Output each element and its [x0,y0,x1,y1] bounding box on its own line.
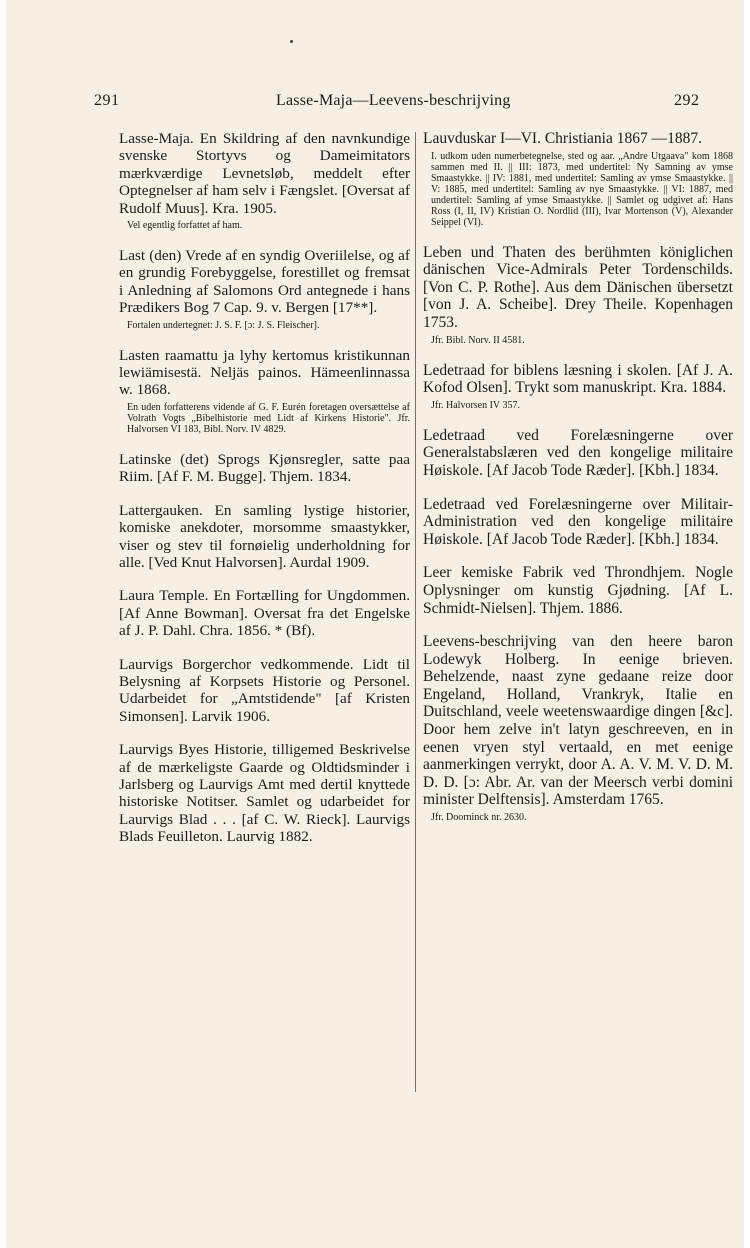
entry-note: Jfr. Halvorsen IV 357. [431,399,520,411]
entry-text: Lasse-Maja. En Skildring af den navnkundige svenske Stortyvs og Dameimitators mærkværdige Levnetsløb, meddelt efter Optegnelser af ham selv i Fængslet. [Oversat af Rudolf Muus]. Kra. 1905. [119,130,410,217]
entry-last-vrede [119,247,410,331]
entry-leer-kemiske [423,564,733,617]
entry-text: Laura Temple. En Fortælling for Ungdommen. [Af Anne Bowman]. Oversat fra det Engelske af J. P. Dahl. Chra. 1856. * (Bf). [119,587,410,640]
entry-text: Lattergauken. En samling lystige historier, komiske anekdoter, morsomme smaastykker, viser og stev til fornøielig underholdning for alle. [Ved Knut Halvorsen]. Aurdal 1909. [119,501,410,571]
running-head: Lasse-Maja—Leevens-beschrijving [276,92,511,109]
entry-leben-und-thaten [423,244,733,346]
entry-ledetraad-militair [423,496,733,549]
entry-laura-temple [119,587,410,639]
entry-text: Ledetraad ved Forelæsningerne over Generalstabslæren ved den kongelige militaire Høiskole. [Af Jacob Tode Ræder]. [Kbh.] 1834. [423,426,733,479]
entry-ledetraad-generalstab [423,427,733,480]
column-divider [415,132,416,1092]
entry-text: Ledetraad ved Forelæsningerne over Militair-Administration ved den kongelige militaire Høiskole. [Af Jacob Tode Ræder]. [Kbh.] 1834. [423,495,733,548]
right-column [423,130,733,839]
entry-text: Ledetraad for biblens læsning i skolen. [Af J. A. Kofod Olsen]. Trykt som manuskript. Kra. 1884. [423,361,733,397]
entry-text: Leben und Thaten des berühmten königlichen dänischen Vice-Admirals Peter Tordenschilds. [Von C. P. Rothe]. Aus dem Dänischen übersetzt [von J. A. Scheibe]. Drey Theile. Kopenhagen 1753. [423,243,733,331]
entry-text: Last (den) Vrede af en syndig Overiilelse, og af en grundig Forebyggelse, forestillet og fremsat i Anledning af Salomons Ord antegnede i hans Prædikers Bog 7 Cap. 9. v. Bergen [17**]. [119,247,410,317]
entry-text: Laurvigs Borgerchor vedkommende. Lidt til Belysning af Korpsets Historie og Personel. Udarbeidet for „Amtstidende" [af Kristen Simonsen]. Larvik 1906. [119,655,410,725]
entry-lasten-raamattu [119,347,410,435]
entry-laurvigs-byes-historie [119,741,410,845]
entry-note: Vel egentlig forfattet af ham. [127,220,243,232]
entry-lauvduskar [423,130,733,228]
page-number-right: 292 [674,92,700,109]
entry-latinske-sprogs [119,451,410,486]
entry-note: I. udkom uden numerbetegnelse, sted og aar. „Andre Utgaava" kom 1868 sammen med II. || III: 1873, med undertitel: Ny Samning av ymse Smaastykke. || IV: 1881, med undertitel: Samling av ymse Smaastykke. || V: 1885, med undertitel: Samling av nye Smaastykke. || VI: 1887, med undertitel: Samling af ymse Smaastykke. || Samlet og udgivet af: Hans Ross (I, II, IV) Kristian O. Nordlid (III), Ivar Mortenson (V), Alexander Seippel (VI). [431,150,733,228]
entry-leevens-beschrijving [423,633,733,823]
entry-text: Lauvduskar I—VI. Christiania 1867 —1887. [423,130,702,147]
entry-note: En uden forfatterens vidende af G. F. Eurén foretagen oversættelse af Volrath Vogts „Bibelhistorie med Lidt af Kirkens Historie". Jfr. Halvorsen VI 183, Bibl. Norv. IV 4829. [127,401,410,435]
entry-lattergauken [119,502,410,572]
entry-laurvigs-borgerchor [119,656,410,726]
left-column [119,130,410,862]
entry-note: Jfr. Bibl. Norv. II 4581. [431,334,525,346]
entry-text: Leer kemiske Fabrik ved Throndhjem. Nogle Oplysninger om kunstig Gjødning. [Af L. Schmidt-Nielsen]. Thjem. 1886. [423,564,733,617]
entry-text: Lasten raamattu ja lyhy kertomus kristikunnan lewiämisestä. Neljäs painos. Hämeenlinnassa w. 1868. [119,346,410,399]
entry-text: Laurvigs Byes Historie, tilligemed Beskrivelse af de mærkeligste Gaarde og Oldtidsminder i Jarlsberg og Laurvigs Amt med dertil knyttede historiske Notitser. Samlet og udarbeidet for Laurvigs Blad . . . [af C. W. Rieck]. Laurvigs Blads Feuilleton. Laurvig 1882. [119,741,410,846]
page-number-left: 291 [94,92,120,109]
book-page [6,0,744,1248]
entry-note: Fortalen undertegnet: J. S. F. [ɔ: J. S. Fleischer]. [127,319,320,331]
entry-text: Leevens-beschrijving van den heere baron Lodewyk Holberg. In eenige brieven. Behelzende, naast zyne gedaane reize door Engeland, Holland, Vrankryk, Italie en Duitschland, veele weetenswaardige dingen [&c]. Door hem zelve in't latyn geschreeven, en in eenen vryen styl vertaald, en met eenige aanmerkingen verrykt, door A. A. V. M. V. D. M. D. D. [ɔ: Abr. Ar. van der Meersch verbi domini minister Delftensis]. Amsterdam 1765. [423,633,733,809]
binding-mark [290,40,293,43]
entry-ledetraad-biblens [423,362,733,411]
entry-lasse-maja [119,130,410,231]
entry-text: Latinske (det) Sprogs Kjønsregler, satte paa Riim. [Af F. M. Bugge]. Thjem. 1834. [119,450,410,486]
entry-note: Jfr. Doorninck nr. 2630. [431,812,527,824]
